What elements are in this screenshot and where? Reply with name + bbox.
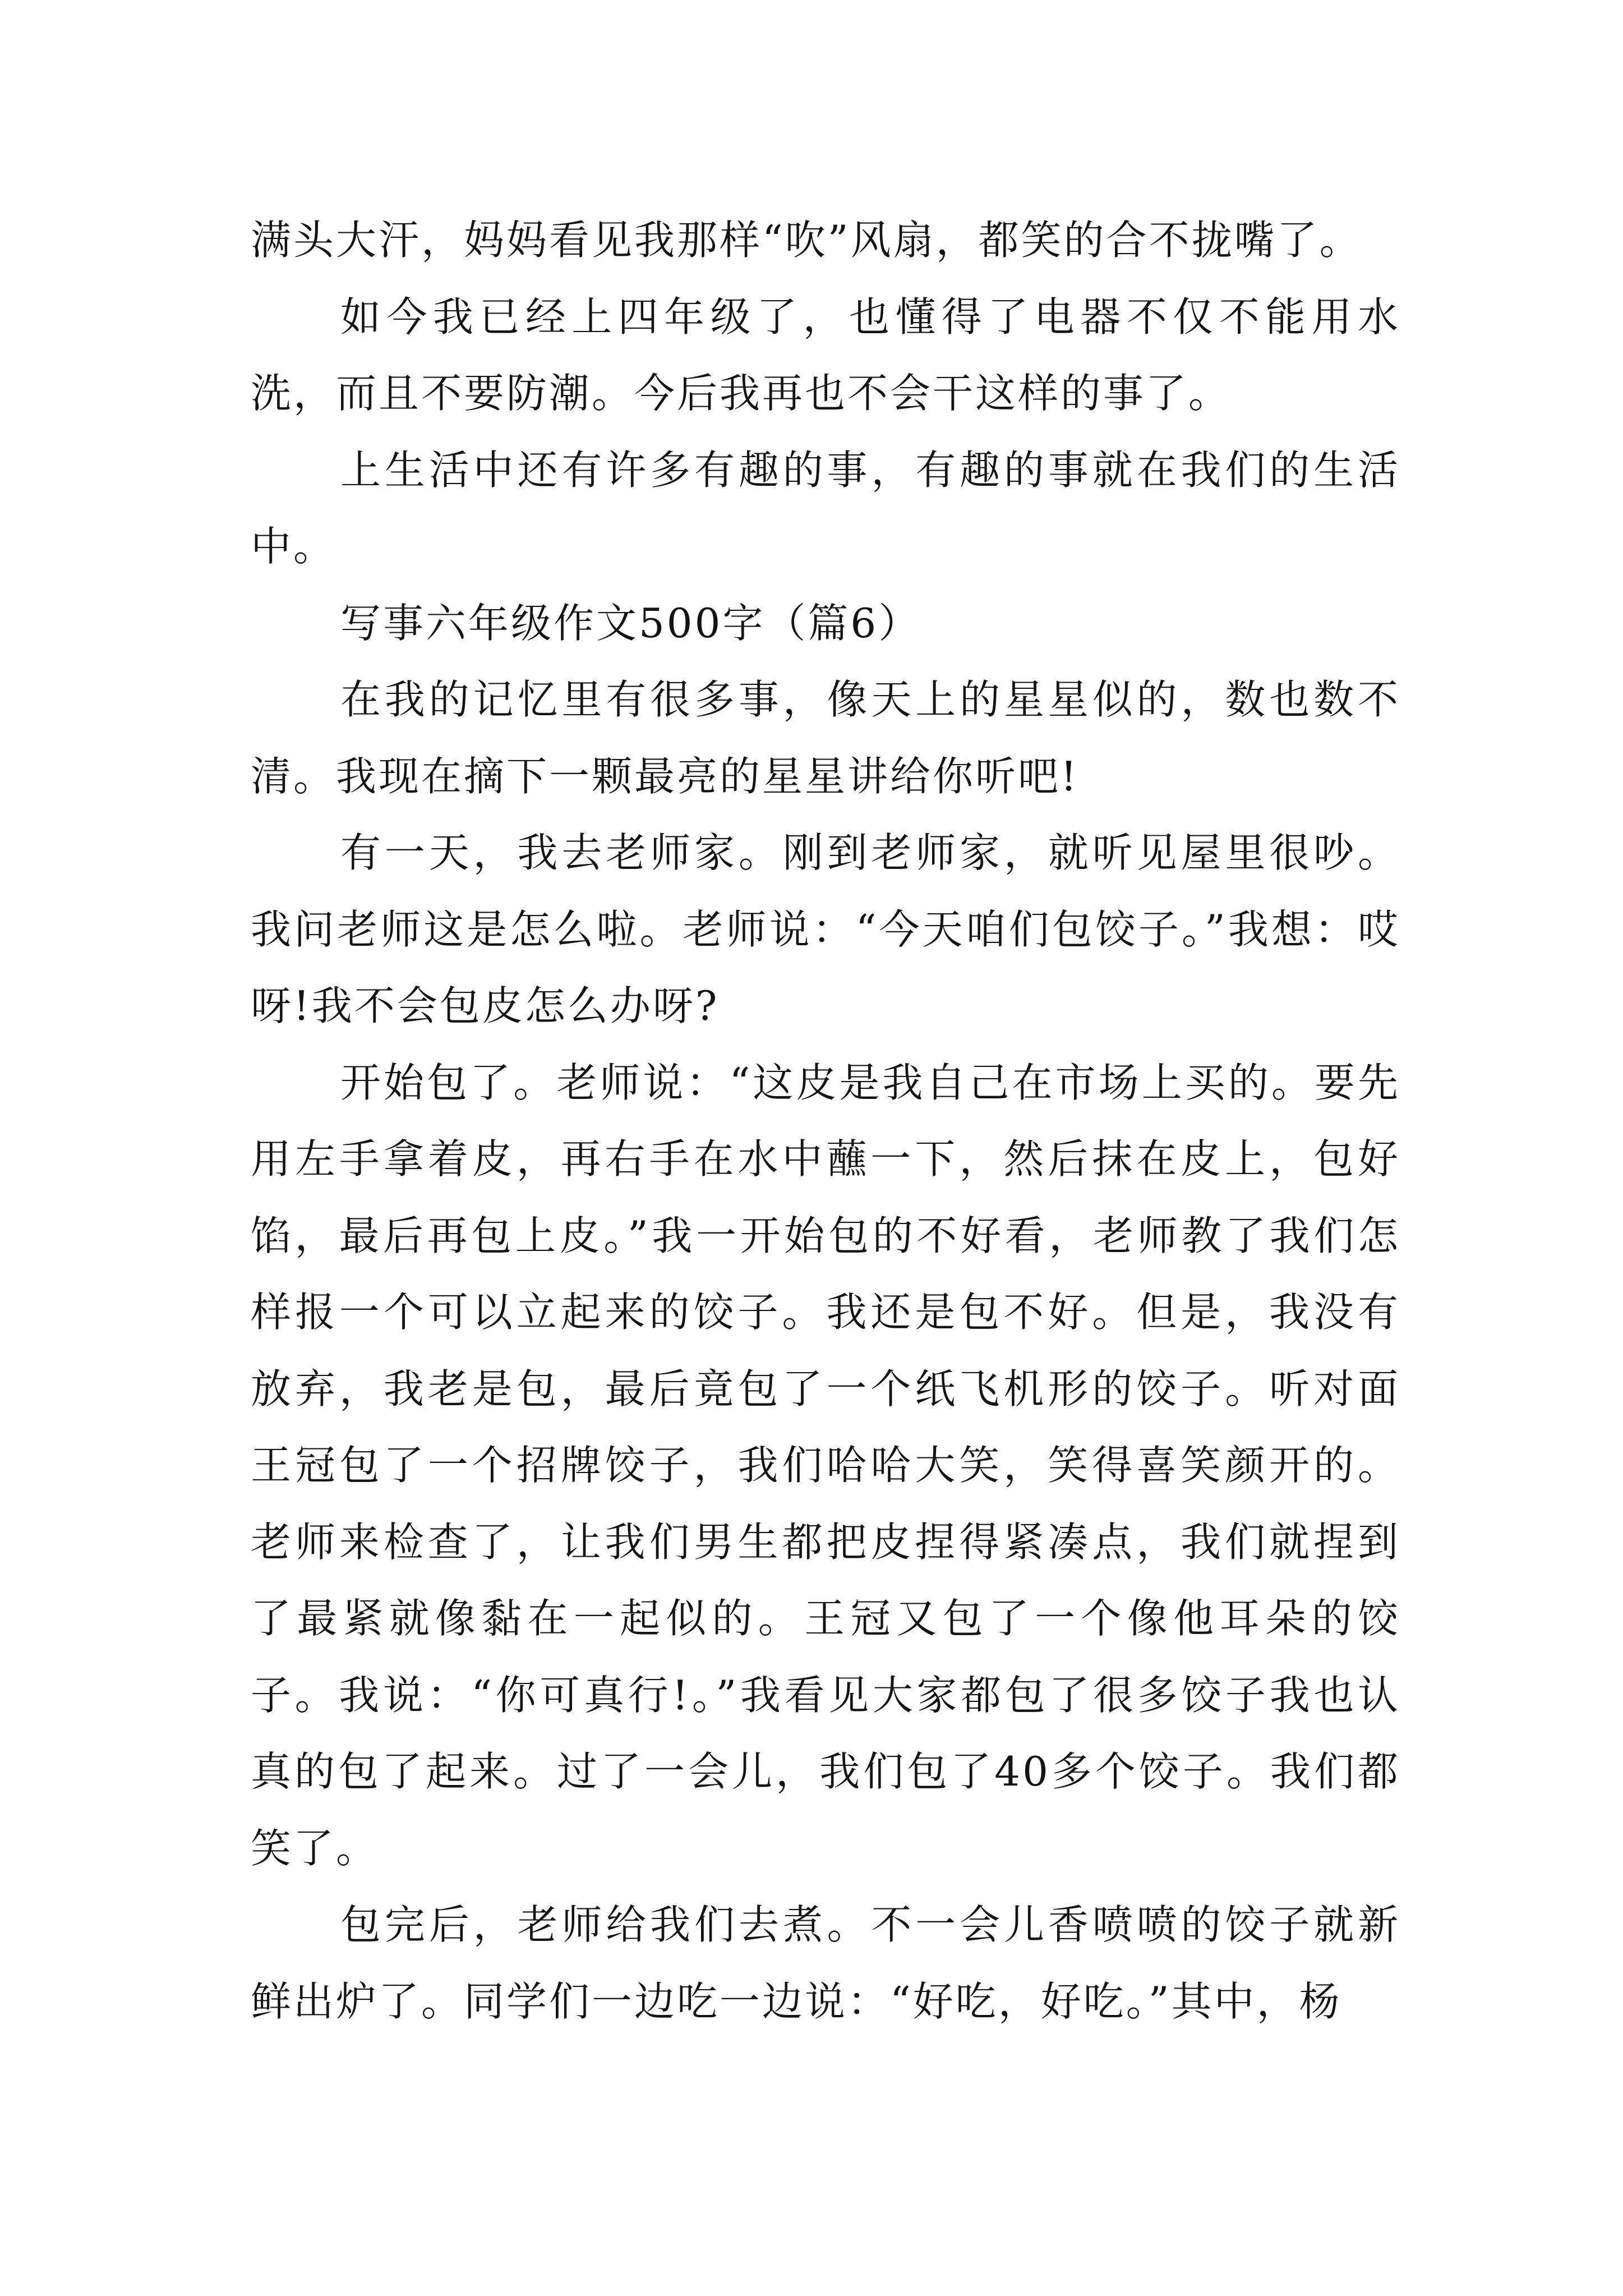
paragraph-5: 在我的记忆里有很多事，像天上的星星似的，数也数不清。我现在摘下一颗最亮的星星讲给你听吧! — [251, 676, 1400, 800]
paragraph-1: 满头大汗，妈妈看见我那样“吹”风扇，都笑的合不拢嘴了。 — [251, 217, 1362, 264]
paragraph-2: 如今我已经上四年级了，也懂得了电器不仅不能用水洗，而且不要防潮。今后我再也不会干这样的事了。 — [251, 293, 1400, 417]
paragraph-7: 开始包了。老师说：“这皮是我自己在市场上买的。要先用左手拿着皮，再右手在水中蘸一下，然后抹在皮上，包好馅，最后再包上皮。”我一开始包的不好看，老师教了我们怎样报一个可以立起来的饺子。我还是包不好。但是，我没有放弃，我老是包，最后竟包了一个纸飞机形的饺子。听对面王冠包了一个招牌饺子，我们哈哈大笑，笑得喜笑颜开的。老师来检查了，让我们男生都把皮捏得紧凑点，我们就捏到了最紧就像黏在一起似的。王冠又包了一个像他耳朵的饺子。我说：“你可真行!。”我看见大家都包了很多饺子我也认真的包了起来。过了一会儿，我们包了40多个饺子。我们都笑了。 — [251, 1059, 1400, 1872]
paragraph-8: 包完后，老师给我们去煮。不一会儿香喷喷的饺子就新鲜出炉了。同学们一边吃一边说：“好吃，好吃。”其中，杨 — [251, 1901, 1400, 2025]
paragraph-3: 上生活中还有许多有趣的事，有趣的事就在我们的生活中。 — [251, 446, 1400, 570]
essay-title: 写事六年级作文500字（篇6） — [340, 599, 921, 647]
document-body — [251, 202, 1400, 2040]
paragraph-6: 有一天，我去老师家。刚到老师家，就听见屋里很吵。我问老师这是怎么啦。老师说：“今天咱们包饺子。”我想：哎呀!我不会包皮怎么办呀? — [251, 829, 1400, 1029]
